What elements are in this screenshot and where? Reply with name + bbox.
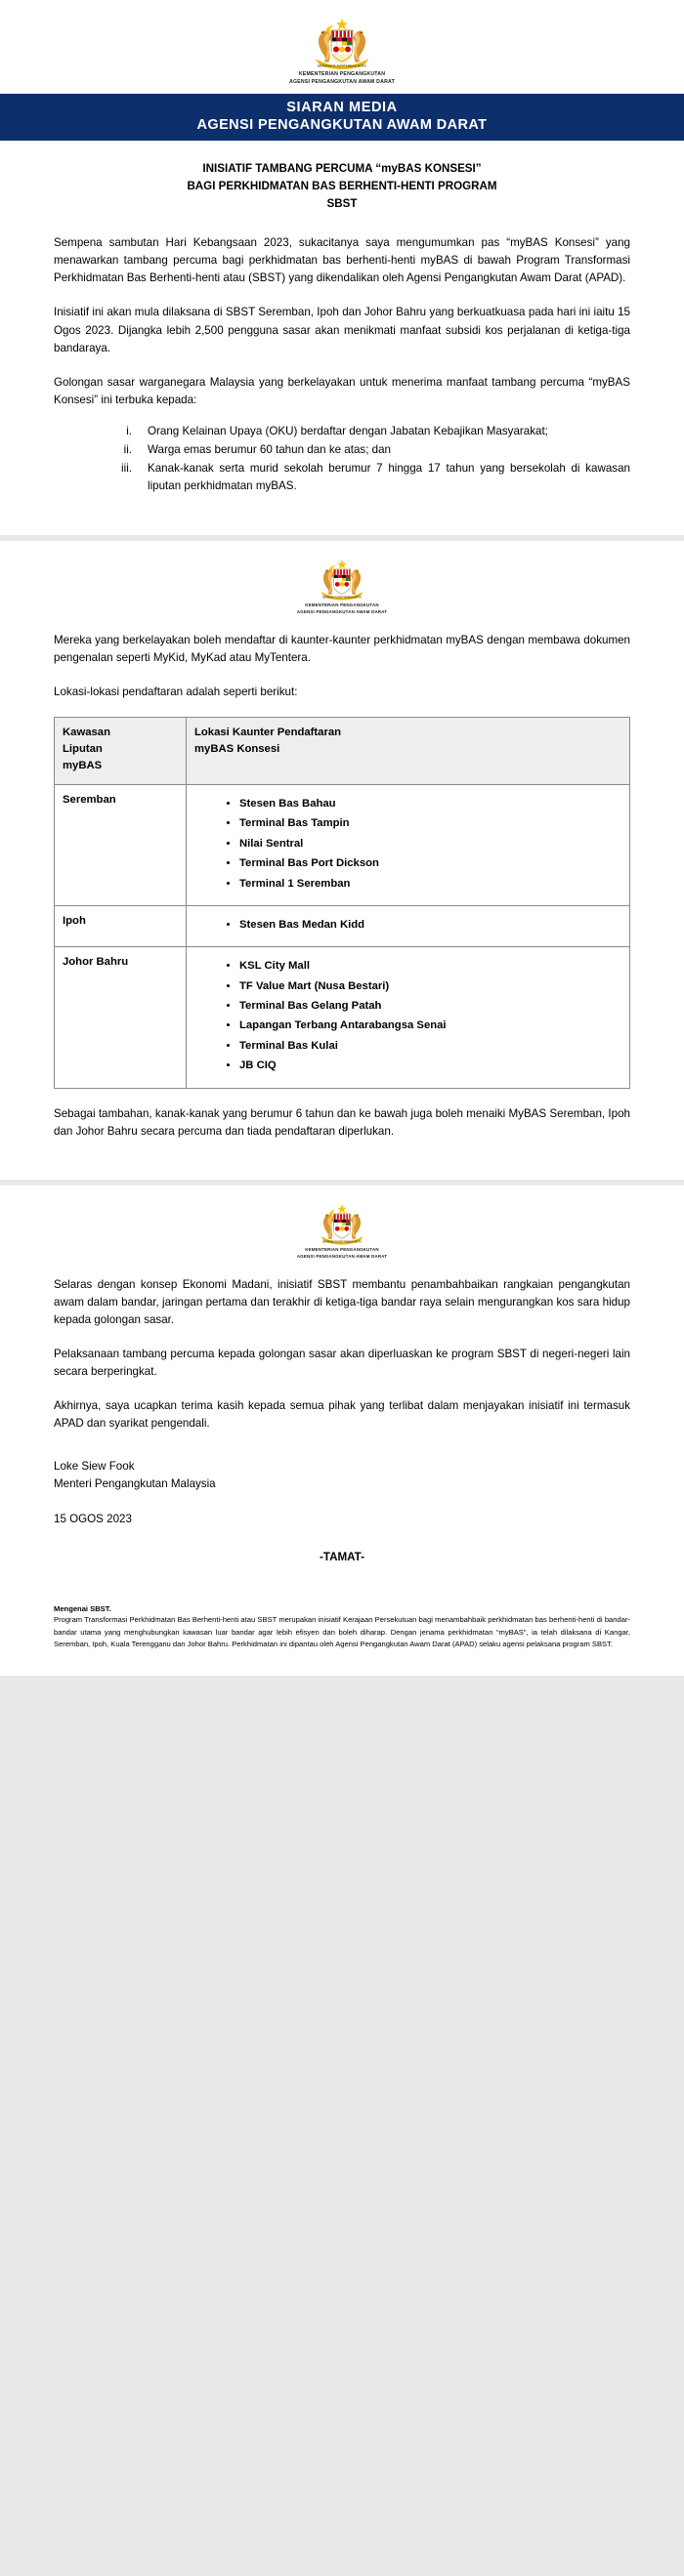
malaysia-coat-of-arms-icon	[304, 18, 380, 70]
list-item-marker: i.	[126, 424, 132, 437]
paragraph: Sempena sambutan Hari Kebangsaan 2023, sukacitanya saya mengumumkan pas “myBAS Konsesi” yang menawarkan tambang percuma bagi perkhidmatan bas berhenti-henti myBAS di bawah Program Transformasi Perkhidmatan Bas Berhenti-henti atau (SBST) yang dikendalikan oleh Agensi Pengangkutan Awam Darat (APAD).	[54, 236, 630, 285]
list-item: • Nilai Sentral	[239, 836, 621, 852]
table-row	[55, 905, 630, 946]
signature-block	[54, 1458, 630, 1493]
paragraph: Mereka yang berkelayakan boleh mendaftar di kaunter-kaunter perkhidmatan myBAS dengan membawa dokumen pengenalan seperti MyKid, MyKad atau MyTentera.	[54, 634, 630, 665]
header-line: Kawasan	[63, 727, 110, 739]
table-cell-area: Seremban	[55, 785, 187, 906]
header-line: myBAS Konsesi	[194, 743, 280, 756]
list-item: • Terminal Bas Port Dickson	[239, 855, 621, 871]
document-sheet-3	[0, 1185, 684, 1676]
list-item	[107, 460, 630, 495]
svg-text:BERSEKUTU BERTAMBAH MUTU: BERSEKUTU BERTAMBAH MUTU	[322, 596, 362, 600]
location-list	[194, 796, 621, 892]
paragraph: Lokasi-lokasi pendaftaran adalah seperti berikut:	[54, 686, 298, 699]
header-line: myBAS	[63, 760, 103, 772]
paragraph: Pelaksanaan tambang percuma kepada golongan sasar akan diperluaskan ke program SBST di negeri-negeri lain secara berperingkat.	[54, 1347, 630, 1378]
page-title	[54, 160, 630, 213]
svg-text:BERSEKUTU BERTAMBAH MUTU: BERSEKUTU BERTAMBAH MUTU	[322, 1240, 362, 1244]
signer-title: Menteri Pengangkutan Malaysia	[54, 1477, 216, 1491]
paragraph: Inisiatif ini akan mula dilaksana di SBST Seremban, Ipoh dan Johor Bahru yang berkuatkuasa pada hari ini iaitu 15 Ogos 2023. Dijangka lebih 2,500 pengguna sasar akan menikmati manfaat subsidi kos perjalanan di ketiga-tiga bandaraya.	[54, 306, 630, 354]
list-item-label: Orang Kelainan Upaya (OKU) berdaftar dengan Jabatan Kebajikan Masyarakat;	[148, 424, 548, 437]
list-item: • Terminal Bas Tampin	[239, 815, 621, 831]
list-item: • Terminal Bas Kulai	[239, 1038, 621, 1054]
table-cell-locations	[187, 947, 630, 1088]
list-item: • Terminal Bas Gelang Patah	[239, 998, 621, 1014]
list-item-label: Kanak-kanak serta murid sekolah berumur 7 hingga 17 tahun yang bersekolah di kawasan liputan perkhidmatan myBAS.	[148, 461, 630, 493]
header-line: Liputan	[63, 743, 103, 756]
list-item: • Stesen Bas Bahau	[239, 796, 621, 811]
table-header-row	[55, 718, 630, 785]
location-list	[194, 958, 621, 1073]
table-header-locations	[187, 718, 630, 785]
crest-header	[0, 0, 684, 86]
svg-text:BERSEKUTU BERTAMBAH MUTU: BERSEKUTU BERTAMBAH MUTU	[318, 63, 366, 68]
registration-locations-table	[54, 717, 630, 1088]
crest-ministry-line-2: AGENSI PENGANGKUTAN AWAM DARAT	[296, 609, 388, 615]
release-date: 15 OGOS 2023	[54, 1513, 132, 1526]
list-item: • Terminal 1 Seremban	[239, 876, 621, 892]
crest-ministry-line-1: KEMENTERIAN PENGANGKUTAN	[305, 602, 379, 608]
crest-ministry-line-2: AGENSI PENGANGKUTAN AWAM DARAT	[296, 1253, 388, 1259]
table-cell-locations	[187, 785, 630, 906]
list-item: • TF Value Mart (Nusa Bestari)	[239, 978, 621, 994]
table-header-area	[55, 718, 187, 785]
list-item: • Stesen Bas Medan Kidd	[239, 917, 621, 933]
list-item: • JB CIQ	[239, 1058, 621, 1073]
page-title-line-3: SBST	[326, 197, 358, 211]
crest-header	[0, 1185, 684, 1260]
banner-subtitle: AGENSI PENGANGKUTAN AWAM DARAT	[196, 117, 488, 134]
paragraph: Golongan sasar warganegara Malaysia yang berkelayakan untuk menerima manfaat tambang percuma “myBAS Konsesi” ini terbuka kepada:	[54, 375, 630, 406]
crest-ministry-line-2: AGENSI PENGANGKUTAN AWAM DARAT	[289, 79, 395, 86]
page-title-line-2: BAGI PERKHIDMATAN BAS BERHENTI-HENTI PROGRAM	[187, 180, 497, 193]
malaysia-coat-of-arms-icon	[312, 1203, 372, 1246]
banner-title: SIARAN MEDIA	[286, 100, 398, 116]
table-cell-area: Johor Bahru	[55, 947, 187, 1088]
footnote-body: Program Transformasi Perkhidmatan Bas Berhenti-henti atau SBST merupakan inisiatif Kerajaan Persekutuan bagi menambahbaik perkhidmatan bas berhenti-henti di bandar-bandar utama yang menghubungkan kawasan luar bandar agar lebih efisyen dan boleh diharap. Dengan jenama perkhidmatan “myBAS”, ia telah dilaksana di Kangar, Seremban, Ipoh, Kuala Terengganu dan Johor Bahru. Perkhidmatan ini dipantau oleh Agensi Pengangkutan Awam Darat (APAD) selaku agensi pelaksana program SBST.	[54, 1615, 630, 1648]
document-sheet-2	[0, 541, 684, 1180]
list-item-marker: ii.	[123, 442, 132, 456]
malaysia-coat-of-arms-icon	[312, 559, 372, 602]
list-item: • Lapangan Terbang Antarabangsa Senai	[239, 1018, 621, 1033]
footnote-heading: Mengenai SBST.	[54, 1604, 111, 1614]
table-row	[55, 785, 630, 906]
table-cell-area: Ipoh	[55, 905, 187, 946]
list-item-marker: iii.	[121, 461, 132, 475]
eligibility-list	[54, 423, 630, 495]
media-release-banner	[0, 94, 684, 141]
list-item: • KSL City Mall	[239, 958, 621, 974]
page-title-line-1: INISIATIF TAMBANG PERCUMA “myBAS KONSESI”	[202, 162, 482, 176]
crest-ministry-line-1: KEMENTERIAN PENGANGKUTAN	[298, 71, 386, 77]
table-cell-locations	[187, 905, 630, 946]
crest-ministry-line-1: KEMENTERIAN PENGANGKUTAN	[305, 1246, 379, 1252]
header-line: Lokasi Kaunter Pendaftaran	[194, 727, 342, 739]
about-sbst-footnote	[54, 1604, 630, 1676]
list-item	[107, 441, 630, 459]
document-sheet-1	[0, 0, 684, 535]
list-item-label: Warga emas berumur 60 tahun dan ke atas; dan	[148, 442, 391, 456]
signer-name: Loke Siew Fook	[54, 1460, 135, 1474]
location-list	[194, 917, 621, 933]
paragraph: Sebagai tambahan, kanak-kanak yang berumur 6 tahun dan ke bawah juga boleh menaiki MyBAS Seremban, Ipoh dan Johor Bahru secara percuma dan tiada pendaftaran diperlukan.	[54, 1106, 630, 1138]
crest-header	[0, 541, 684, 615]
list-item	[107, 423, 630, 440]
end-marker: -TAMAT-	[320, 1551, 364, 1564]
paragraph: Akhirnya, saya ucapkan terima kasih kepada semua pihak yang terlibat dalam menjayakan inisiatif ini termasuk APAD dan syarikat pengendali.	[54, 1398, 630, 1431]
table-row	[55, 947, 630, 1088]
paragraph: Selaras dengan konsep Ekonomi Madani, inisiatif SBST membantu penambahbaikan rangkaian pengangkutan awam dalam bandar, jaringan pertama dan terakhir di ketiga-tiga bandar raya selain mengurangkan kos sara hidup kepada golongan sasar.	[54, 1277, 630, 1326]
